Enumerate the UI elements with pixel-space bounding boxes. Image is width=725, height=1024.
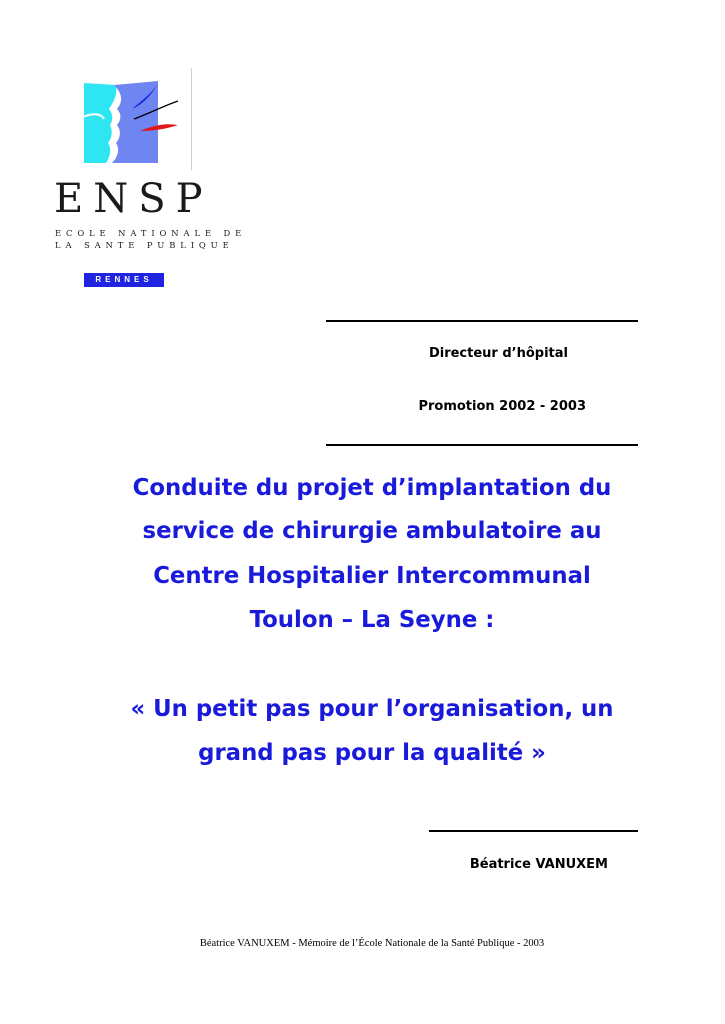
author-rule xyxy=(429,830,638,832)
subtitle-line: grand pas pour la qualité » xyxy=(198,740,546,766)
header-rule-top xyxy=(326,320,638,322)
page-footer: Béatrice VANUXEM - Mémoire de l’École Nationale de la Santé Publique - 2003 xyxy=(199,938,545,949)
logo-city-badge: RENNES xyxy=(84,273,164,287)
subtitle-line: « Un petit pas pour l’organisation, un xyxy=(130,696,614,722)
title-line: Conduite du projet d’implantation du xyxy=(132,475,612,501)
title-line: service de chirurgie ambulatoire au xyxy=(142,518,602,544)
title-line: Toulon – La Seyne : xyxy=(249,607,495,633)
promotion-label: Promotion 2002 - 2003 xyxy=(418,399,586,414)
program-label: Directeur d’hôpital xyxy=(428,346,568,361)
logo-subtitle-line1: ECOLE NATIONALE DE xyxy=(55,228,247,238)
logo-subtitle-line2: LA SANTE PUBLIQUE xyxy=(55,240,234,250)
author-name: Béatrice VANUXEM xyxy=(469,857,608,872)
logo-cyan-face xyxy=(84,83,116,163)
ensp-logo-graphic xyxy=(66,75,196,175)
header-rule-bottom xyxy=(326,444,638,446)
logo-divider xyxy=(191,68,192,170)
logo-wordmark: ENSP xyxy=(54,176,213,222)
title-line: Centre Hospitalier Intercommunal xyxy=(153,563,591,589)
